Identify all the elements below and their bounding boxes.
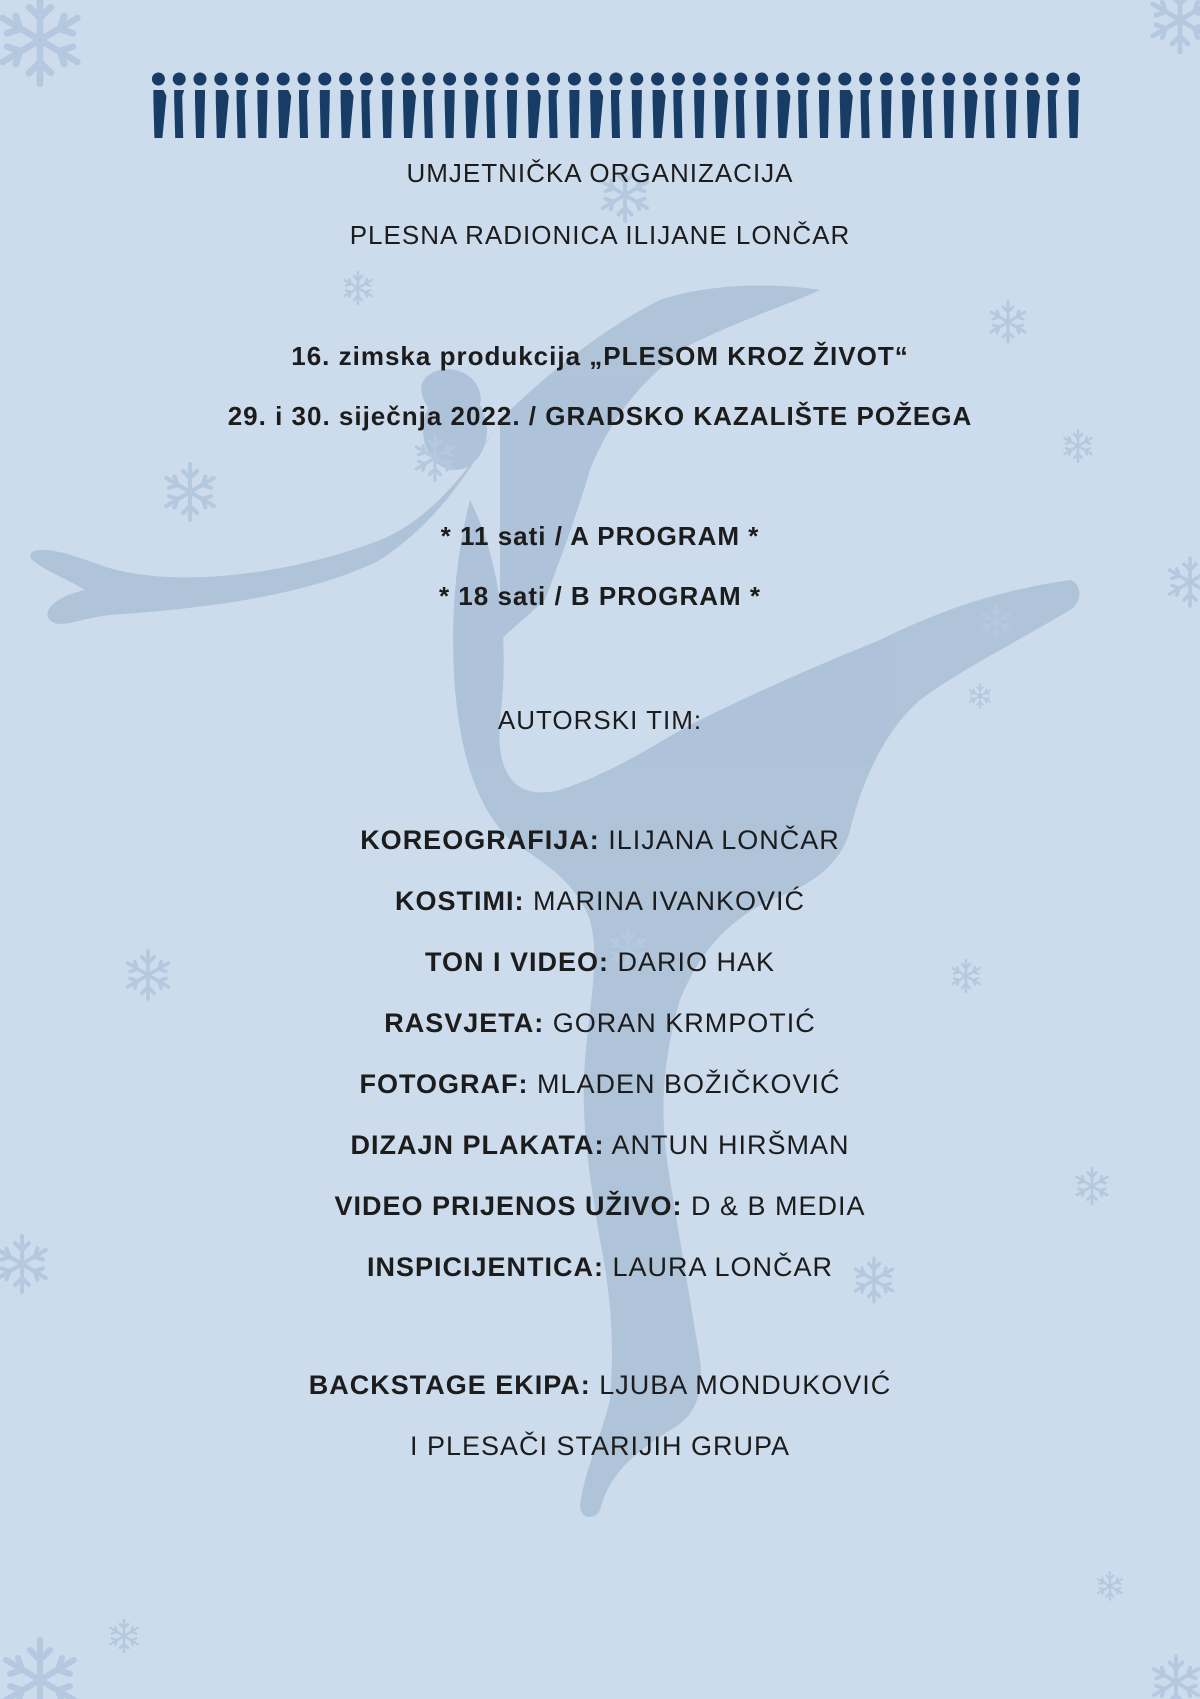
dancer-figure-icon (464, 73, 479, 139)
dancer-figure-icon (547, 73, 560, 139)
dancer-figure-icon (922, 73, 935, 139)
dancer-figure-icon (714, 73, 729, 139)
dancers-row-logo (148, 72, 1084, 138)
dancer-figure-icon (859, 73, 872, 139)
dancer-figure-icon (942, 73, 955, 139)
dancer-figure-icon (797, 73, 810, 139)
org-line-2: PLESNA RADIONICA ILIJANE LONČAR (349, 220, 851, 250)
dancer-figure-icon (256, 73, 269, 139)
dancer-figure-icon (339, 73, 354, 139)
dancer-figure-icon (214, 73, 229, 139)
credit-name: MARINA IVANKOVIĆ (532, 886, 806, 916)
dancer-figure-icon (402, 73, 417, 139)
credit-name: D & B MEDIA (691, 1191, 866, 1221)
backstage-role: BACKSTAGE EKIPA: (308, 1370, 591, 1400)
dancer-figure-icon (776, 73, 791, 139)
dancer-figure-icon (838, 73, 853, 139)
dancer-figure-icon (277, 73, 292, 139)
dancer-figure-icon (672, 73, 685, 139)
dancer-figure-icon (755, 73, 768, 139)
credit-name: ANTUN HIRŠMAN (611, 1130, 850, 1160)
credit-name: MLADEN BOŽIČKOVIĆ (536, 1069, 841, 1099)
credit-line (0, 1252, 1200, 1283)
credit-role: FOTOGRAF: (359, 1069, 529, 1099)
program-a: * 11 sati / A PROGRAM * (440, 521, 760, 551)
credit-line (0, 947, 1200, 978)
dancer-figure-icon (152, 73, 167, 139)
dancer-figure-icon (298, 73, 311, 139)
credit-line (0, 1130, 1200, 1161)
credit-name: GORAN KRMPOTIĆ (552, 1008, 816, 1038)
credit-line (0, 1008, 1200, 1039)
dancer-figure-icon (630, 73, 643, 139)
credit-role: VIDEO PRIJENOS UŽIVO: (334, 1191, 683, 1221)
credit-line (0, 825, 1200, 856)
dancer-figure-icon (880, 73, 893, 139)
credit-name: LAURA LONČAR (612, 1252, 834, 1282)
dancer-figure-icon (693, 73, 706, 139)
dancer-figure-icon (360, 73, 373, 139)
credit-line (0, 886, 1200, 917)
credit-role: DIZAJN PLAKATA: (350, 1130, 605, 1160)
dancer-figure-icon (506, 73, 519, 139)
dancer-figure-icon (235, 73, 248, 139)
dancer-figure-icon (485, 73, 498, 139)
credit-line (0, 1191, 1200, 1222)
credit-role: TON I VIDEO: (424, 947, 609, 977)
credit-line (0, 1069, 1200, 1100)
credit-role: RASVJETA: (384, 1008, 545, 1038)
dancer-figure-icon (589, 73, 604, 139)
dancer-figure-icon (610, 73, 623, 139)
dancer-figure-icon (194, 73, 207, 139)
dancer-figure-icon (901, 73, 916, 139)
credit-role: KOREOGRAFIJA: (360, 825, 600, 855)
dancer-figure-icon (568, 73, 581, 139)
backstage-line (0, 1370, 1200, 1401)
dancer-figure-icon (443, 73, 456, 139)
dates-venue: 29. i 30. siječnja 2022. / GRADSKO KAZALIŠTE POŽEGA (227, 401, 973, 431)
dancer-figure-icon (422, 73, 435, 139)
dancer-figure-icon (1005, 73, 1018, 139)
org-line-1: UMJETNIČKA ORGANIZACIJA (406, 158, 794, 188)
dancer-figure-icon (173, 73, 186, 139)
credit-name: DARIO HAK (617, 947, 776, 977)
dancer-figure-icon (651, 73, 666, 139)
dancer-figure-icon (318, 73, 331, 139)
dancer-figure-icon (1046, 73, 1059, 139)
team-heading: AUTORSKI TIM: (497, 705, 703, 735)
credit-role: KOSTIMI: (394, 886, 525, 916)
program-b: * 18 sati / B PROGRAM * (438, 581, 762, 611)
credit-role: INSPICIJENTICA: (366, 1252, 604, 1282)
production-title: 16. zimska produkcija „PLESOM KROZ ŽIVOT“ (291, 341, 909, 371)
dancer-figure-icon (818, 73, 831, 139)
credit-name: ILIJANA LONČAR (608, 825, 840, 855)
dancer-figure-icon (734, 73, 747, 139)
dancer-figure-icon (381, 73, 394, 139)
dancer-figure-icon (526, 73, 541, 139)
dancer-figure-icon (1067, 73, 1080, 139)
dancer-figure-icon (963, 73, 978, 139)
dancer-figure-icon (1026, 73, 1041, 139)
backstage-name: LJUBA MONDUKOVIĆ (599, 1370, 892, 1400)
backstage-line-2: I PLESAČI STARIJIH GRUPA (409, 1431, 791, 1461)
dancer-figure-icon (984, 73, 997, 139)
